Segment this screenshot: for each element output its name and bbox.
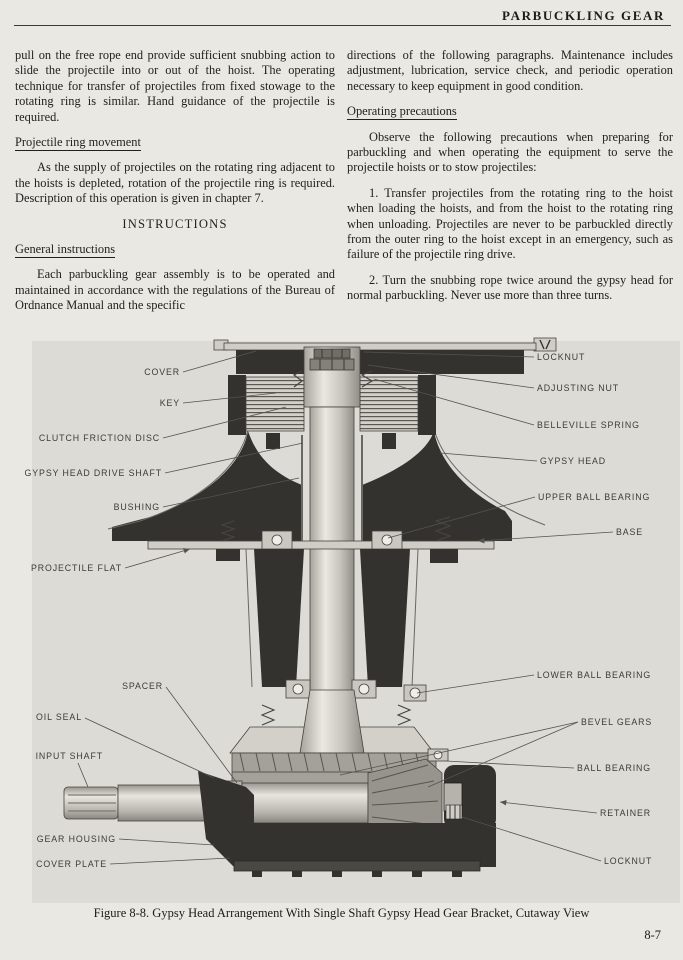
label-adjusting-nut: ADJUSTING NUT	[537, 383, 620, 393]
gypsy-head-drive-shaft	[302, 347, 362, 692]
right-text-column	[347, 48, 673, 314]
label-projectile-flat: PROJECTILE FLAT	[30, 563, 122, 573]
label-gypsy-head: GYPSY HEAD	[540, 456, 607, 466]
label-base: BASE	[616, 527, 644, 537]
label-gear-housing: GEAR HOUSING	[36, 834, 116, 844]
label-cover: COVER	[144, 367, 180, 377]
numbered-item: 1. Transfer projectiles from the rotating ring to the hoist when loading the hoists, and from the hoist to the rotating ring when unloading. Projectiles are never to be parbuckled directly from the outer ring to the hoist except in an emergency, such as failure of the projectile ring drive.	[347, 185, 673, 262]
label-ball-bearing: BALL BEARING	[577, 763, 652, 773]
label-retainer: RETAINER	[600, 808, 652, 818]
label-bushing: BUSHING	[113, 502, 160, 512]
label-key: KEY	[159, 398, 180, 408]
section-heading: General instructions	[15, 242, 116, 257]
paragraph: As the supply of projectiles on the rotating ring adjacent to the hoists is depleted, rotation of the projectile ring is required. Description of this operation is given in chapter 7.	[15, 160, 335, 206]
cover-plate-bottom	[234, 861, 480, 871]
paragraph: Observe the following precautions when preparing for parbuckling and when operating the equipment to serve the projectile hoists or to stow projectiles:	[347, 129, 673, 175]
paragraph: directions of the following paragraphs. Maintenance includes adjustment, lubrication, service check, and periodic operation necessary to keep equipment in good condition.	[347, 48, 673, 93]
paragraph: pull on the free rope end provide sufficient snubbing action to slide the projectile into or out of the hoist. The operating technique for transfer of projectiles from fixed stowage to the rotating ring is similar. Hand guidance of the projectile is required.	[15, 48, 335, 124]
label-lower-ball-bearing: LOWER BALL BEARING	[537, 670, 652, 680]
section-heading: Operating precautions	[347, 104, 457, 119]
paragraph: Each parbuckling gear assembly is to be operated and maintained in accordance with the regulations of the Bureau of Ordnance Manual and the specific	[15, 267, 335, 313]
label-belleville-spring: BELLEVILLE SPRING	[537, 420, 640, 430]
left-text-column	[15, 48, 335, 324]
figure-8-8-cutaway-diagram	[0, 335, 683, 905]
major-heading: INSTRUCTIONS	[122, 216, 228, 231]
section-heading: Projectile ring movement	[15, 135, 141, 150]
label-gypsy-head-drive-shaft: GYPSY HEAD DRIVE SHAFT	[24, 468, 162, 478]
numbered-item: 2. Turn the snubbing rope twice around the gypsy head for normal parbuckling. Never use more than three turns.	[347, 272, 673, 303]
label-clutch-friction-disc: CLUTCH FRICTION DISC	[38, 433, 160, 443]
figure-caption: Figure 8-8. Gypsy Head Arrangement With Single Shaft Gypsy Head Gear Bracket, Cutaway View	[93, 906, 590, 920]
label-cover-plate: COVER PLATE	[36, 859, 107, 869]
label-upper-ball-bearing: UPPER BALL BEARING	[538, 492, 651, 502]
label-spacer: SPACER	[122, 681, 163, 691]
page-number: 8-7	[644, 928, 661, 942]
label-bevel-gears: BEVEL GEARS	[581, 717, 653, 727]
label-locknut-bottom: LOCKNUT	[604, 856, 653, 866]
label-locknut-top: LOCKNUT	[537, 352, 586, 362]
label-oil-seal: OIL SEAL	[36, 712, 82, 722]
header-rule	[14, 25, 671, 26]
label-input-shaft: INPUT SHAFT	[35, 751, 103, 761]
page-header-title: PARBUCKLING GEAR	[502, 8, 665, 23]
